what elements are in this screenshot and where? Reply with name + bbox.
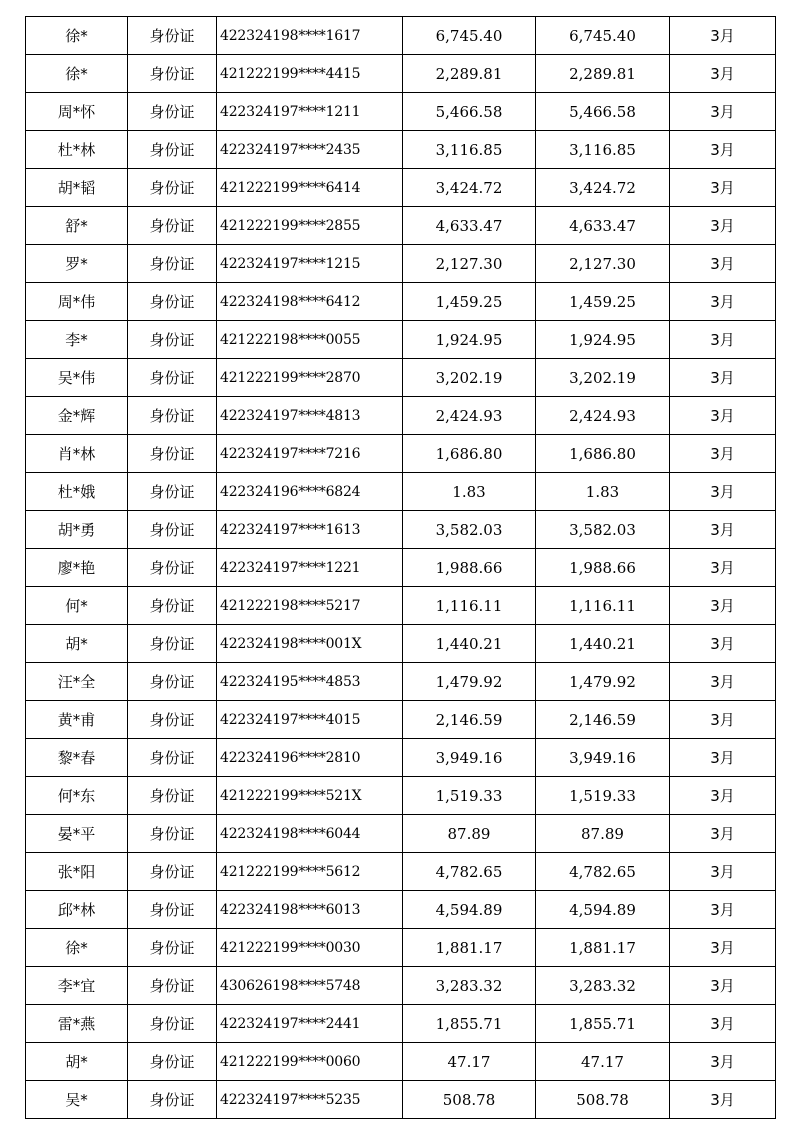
amount-paid-cell: 3,116.85: [536, 131, 670, 169]
name-cell: 胡*: [26, 625, 128, 663]
amount-cell: 4,782.65: [403, 853, 536, 891]
month-cell: 3月: [670, 587, 776, 625]
id-number-cell: 422324197****5235: [217, 1081, 403, 1119]
table-row: [26, 245, 776, 283]
amount-cell: 1.83: [403, 473, 536, 511]
table-row: [26, 625, 776, 663]
id-number-cell: 430626198****5748: [217, 967, 403, 1005]
id-number-cell: 422324196****6824: [217, 473, 403, 511]
id-type-cell: 身份证: [128, 625, 217, 663]
id-type-cell: 身份证: [128, 283, 217, 321]
id-type-cell: 身份证: [128, 815, 217, 853]
month-cell: 3月: [670, 511, 776, 549]
table-row: [26, 739, 776, 777]
id-number-cell: 421222199****521X: [217, 777, 403, 815]
name-cell: 雷*燕: [26, 1005, 128, 1043]
table-row: [26, 929, 776, 967]
amount-cell: 2,127.30: [403, 245, 536, 283]
month-cell: 3月: [670, 967, 776, 1005]
amount-cell: 4,594.89: [403, 891, 536, 929]
table-row: [26, 321, 776, 359]
id-type-cell: 身份证: [128, 701, 217, 739]
id-type-cell: 身份证: [128, 549, 217, 587]
table-row: [26, 283, 776, 321]
name-cell: 晏*平: [26, 815, 128, 853]
name-cell: 胡*韬: [26, 169, 128, 207]
table-row: [26, 207, 776, 245]
name-cell: 何*东: [26, 777, 128, 815]
id-type-cell: 身份证: [128, 587, 217, 625]
id-type-cell: 身份证: [128, 359, 217, 397]
amount-cell: 1,924.95: [403, 321, 536, 359]
amount-paid-cell: 508.78: [536, 1081, 670, 1119]
table-row: [26, 815, 776, 853]
amount-paid-cell: 1,855.71: [536, 1005, 670, 1043]
amount-paid-cell: 2,127.30: [536, 245, 670, 283]
id-type-cell: 身份证: [128, 93, 217, 131]
name-cell: 徐*: [26, 55, 128, 93]
amount-cell: 1,519.33: [403, 777, 536, 815]
amount-paid-cell: 1,924.95: [536, 321, 670, 359]
id-type-cell: 身份证: [128, 511, 217, 549]
id-type-cell: 身份证: [128, 1005, 217, 1043]
id-type-cell: 身份证: [128, 739, 217, 777]
table-row: [26, 1043, 776, 1081]
amount-cell: 3,424.72: [403, 169, 536, 207]
name-cell: 徐*: [26, 17, 128, 55]
id-number-cell: 422324195****4853: [217, 663, 403, 701]
name-cell: 周*伟: [26, 283, 128, 321]
amount-cell: 3,116.85: [403, 131, 536, 169]
amount-paid-cell: 1,881.17: [536, 929, 670, 967]
amount-cell: 47.17: [403, 1043, 536, 1081]
amount-cell: 1,988.66: [403, 549, 536, 587]
id-type-cell: 身份证: [128, 207, 217, 245]
amount-paid-cell: 2,424.93: [536, 397, 670, 435]
name-cell: 张*阳: [26, 853, 128, 891]
amount-paid-cell: 5,466.58: [536, 93, 670, 131]
amount-paid-cell: 1,459.25: [536, 283, 670, 321]
table-body: [26, 17, 776, 1119]
amount-paid-cell: 1,686.80: [536, 435, 670, 473]
amount-paid-cell: 87.89: [536, 815, 670, 853]
id-number-cell: 422324197****1613: [217, 511, 403, 549]
month-cell: 3月: [670, 1005, 776, 1043]
id-number-cell: 421222199****2870: [217, 359, 403, 397]
amount-paid-cell: 4,633.47: [536, 207, 670, 245]
month-cell: 3月: [670, 929, 776, 967]
month-cell: 3月: [670, 1043, 776, 1081]
name-cell: 廖*艳: [26, 549, 128, 587]
table-row: [26, 891, 776, 929]
month-cell: 3月: [670, 131, 776, 169]
amount-paid-cell: 1,440.21: [536, 625, 670, 663]
id-number-cell: 422324198****6044: [217, 815, 403, 853]
id-number-cell: 422324197****7216: [217, 435, 403, 473]
id-number-cell: 422324197****2441: [217, 1005, 403, 1043]
amount-paid-cell: 4,594.89: [536, 891, 670, 929]
id-number-cell: 421222198****0055: [217, 321, 403, 359]
id-type-cell: 身份证: [128, 397, 217, 435]
id-type-cell: 身份证: [128, 435, 217, 473]
name-cell: 杜*娥: [26, 473, 128, 511]
month-cell: 3月: [670, 663, 776, 701]
amount-paid-cell: 3,424.72: [536, 169, 670, 207]
id-number-cell: 422324197****1215: [217, 245, 403, 283]
name-cell: 胡*勇: [26, 511, 128, 549]
month-cell: 3月: [670, 55, 776, 93]
amount-paid-cell: 1,988.66: [536, 549, 670, 587]
payment-table: [25, 16, 776, 1119]
amount-paid-cell: 3,949.16: [536, 739, 670, 777]
name-cell: 汪*全: [26, 663, 128, 701]
table-row: [26, 777, 776, 815]
name-cell: 黄*甫: [26, 701, 128, 739]
name-cell: 吴*: [26, 1081, 128, 1119]
month-cell: 3月: [670, 321, 776, 359]
id-number-cell: 421222199****5612: [217, 853, 403, 891]
amount-paid-cell: 1,519.33: [536, 777, 670, 815]
table-row: [26, 473, 776, 511]
month-cell: 3月: [670, 777, 776, 815]
amount-paid-cell: 3,582.03: [536, 511, 670, 549]
table-row: [26, 55, 776, 93]
name-cell: 罗*: [26, 245, 128, 283]
month-cell: 3月: [670, 815, 776, 853]
amount-paid-cell: 6,745.40: [536, 17, 670, 55]
amount-cell: 1,881.17: [403, 929, 536, 967]
amount-paid-cell: 2,146.59: [536, 701, 670, 739]
amount-paid-cell: 3,283.32: [536, 967, 670, 1005]
table-row: [26, 1081, 776, 1119]
amount-paid-cell: 1,479.92: [536, 663, 670, 701]
id-number-cell: 422324198****6013: [217, 891, 403, 929]
name-cell: 吴*伟: [26, 359, 128, 397]
id-number-cell: 422324197****4813: [217, 397, 403, 435]
id-type-cell: 身份证: [128, 473, 217, 511]
id-type-cell: 身份证: [128, 321, 217, 359]
month-cell: 3月: [670, 169, 776, 207]
id-type-cell: 身份证: [128, 17, 217, 55]
amount-cell: 1,855.71: [403, 1005, 536, 1043]
table-row: [26, 397, 776, 435]
id-number-cell: 422324197****2435: [217, 131, 403, 169]
name-cell: 肖*林: [26, 435, 128, 473]
month-cell: 3月: [670, 359, 776, 397]
table-row: [26, 359, 776, 397]
month-cell: 3月: [670, 701, 776, 739]
month-cell: 3月: [670, 435, 776, 473]
amount-paid-cell: 47.17: [536, 1043, 670, 1081]
table-row: [26, 511, 776, 549]
name-cell: 金*辉: [26, 397, 128, 435]
name-cell: 杜*林: [26, 131, 128, 169]
month-cell: 3月: [670, 473, 776, 511]
id-type-cell: 身份证: [128, 967, 217, 1005]
id-type-cell: 身份证: [128, 663, 217, 701]
name-cell: 何*: [26, 587, 128, 625]
month-cell: 3月: [670, 1081, 776, 1119]
table-row: [26, 663, 776, 701]
amount-cell: 3,949.16: [403, 739, 536, 777]
amount-cell: 1,686.80: [403, 435, 536, 473]
month-cell: 3月: [670, 245, 776, 283]
id-number-cell: 422324196****2810: [217, 739, 403, 777]
amount-cell: 1,440.21: [403, 625, 536, 663]
amount-cell: 2,424.93: [403, 397, 536, 435]
id-number-cell: 421222198****5217: [217, 587, 403, 625]
id-type-cell: 身份证: [128, 131, 217, 169]
month-cell: 3月: [670, 549, 776, 587]
month-cell: 3月: [670, 283, 776, 321]
id-number-cell: 422324198****1617: [217, 17, 403, 55]
name-cell: 邱*林: [26, 891, 128, 929]
id-number-cell: 421222199****4415: [217, 55, 403, 93]
table-row: [26, 549, 776, 587]
name-cell: 黎*春: [26, 739, 128, 777]
id-type-cell: 身份证: [128, 245, 217, 283]
id-number-cell: 422324197****4015: [217, 701, 403, 739]
name-cell: 徐*: [26, 929, 128, 967]
amount-cell: 3,283.32: [403, 967, 536, 1005]
month-cell: 3月: [670, 853, 776, 891]
month-cell: 3月: [670, 739, 776, 777]
name-cell: 周*怀: [26, 93, 128, 131]
table-row: [26, 131, 776, 169]
table-row: [26, 17, 776, 55]
amount-paid-cell: 2,289.81: [536, 55, 670, 93]
amount-cell: 2,289.81: [403, 55, 536, 93]
month-cell: 3月: [670, 17, 776, 55]
amount-cell: 1,116.11: [403, 587, 536, 625]
id-type-cell: 身份证: [128, 169, 217, 207]
amount-cell: 508.78: [403, 1081, 536, 1119]
month-cell: 3月: [670, 93, 776, 131]
table-row: [26, 1005, 776, 1043]
amount-cell: 6,745.40: [403, 17, 536, 55]
table-row: [26, 93, 776, 131]
amount-paid-cell: 1,116.11: [536, 587, 670, 625]
id-number-cell: 422324197****1221: [217, 549, 403, 587]
id-number-cell: 422324198****001X: [217, 625, 403, 663]
id-type-cell: 身份证: [128, 55, 217, 93]
name-cell: 舒*: [26, 207, 128, 245]
name-cell: 胡*: [26, 1043, 128, 1081]
amount-paid-cell: 3,202.19: [536, 359, 670, 397]
table-row: [26, 169, 776, 207]
amount-paid-cell: 4,782.65: [536, 853, 670, 891]
id-number-cell: 422324198****6412: [217, 283, 403, 321]
table-row: [26, 435, 776, 473]
table-row: [26, 967, 776, 1005]
month-cell: 3月: [670, 625, 776, 663]
name-cell: 李*: [26, 321, 128, 359]
amount-paid-cell: 1.83: [536, 473, 670, 511]
amount-cell: 4,633.47: [403, 207, 536, 245]
id-type-cell: 身份证: [128, 1081, 217, 1119]
month-cell: 3月: [670, 891, 776, 929]
amount-cell: 1,459.25: [403, 283, 536, 321]
id-type-cell: 身份证: [128, 891, 217, 929]
name-cell: 李*宜: [26, 967, 128, 1005]
id-type-cell: 身份证: [128, 929, 217, 967]
id-number-cell: 421222199****0030: [217, 929, 403, 967]
amount-cell: 2,146.59: [403, 701, 536, 739]
amount-cell: 3,582.03: [403, 511, 536, 549]
amount-cell: 1,479.92: [403, 663, 536, 701]
month-cell: 3月: [670, 397, 776, 435]
amount-cell: 5,466.58: [403, 93, 536, 131]
amount-cell: 87.89: [403, 815, 536, 853]
id-number-cell: 422324197****1211: [217, 93, 403, 131]
id-type-cell: 身份证: [128, 1043, 217, 1081]
id-number-cell: 421222199****2855: [217, 207, 403, 245]
id-number-cell: 421222199****0060: [217, 1043, 403, 1081]
table-row: [26, 701, 776, 739]
id-type-cell: 身份证: [128, 777, 217, 815]
id-number-cell: 421222199****6414: [217, 169, 403, 207]
table-row: [26, 853, 776, 891]
month-cell: 3月: [670, 207, 776, 245]
id-type-cell: 身份证: [128, 853, 217, 891]
table-row: [26, 587, 776, 625]
amount-cell: 3,202.19: [403, 359, 536, 397]
